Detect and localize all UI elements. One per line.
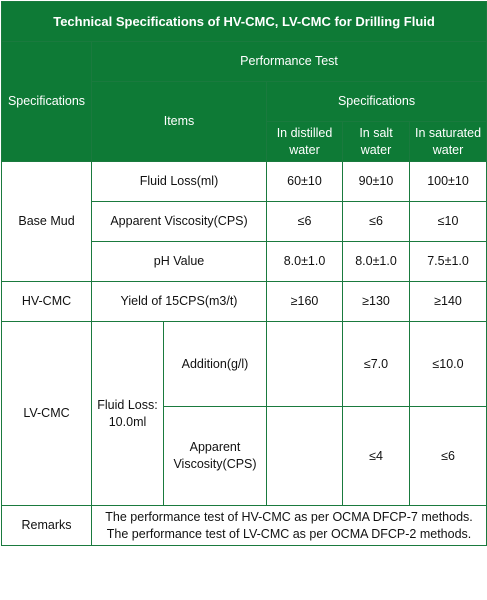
table-row: [2, 506, 487, 546]
table-row: [2, 322, 487, 407]
value-cell: ≥130: [343, 282, 410, 322]
item-cell: Apparent Viscosity(CPS): [164, 407, 267, 506]
table-row: [2, 162, 487, 202]
remarks-label: Remarks: [2, 506, 92, 546]
value-cell: 60±10: [267, 162, 343, 202]
col-salt-water: In salt water: [343, 122, 410, 162]
header-row-1: [2, 42, 487, 82]
remarks-text: The performance test of HV-CMC as per OCMA DFCP-7 methods. The performance test of LV-CMC as per OCMA DFCP-2 methods.: [92, 506, 487, 546]
value-cell: [267, 322, 343, 407]
specifications-header: Specifications: [2, 42, 92, 162]
spec-sub-header: Specifications: [267, 82, 487, 122]
value-cell: ≤6: [410, 407, 487, 506]
value-cell: ≤6: [343, 202, 410, 242]
value-cell: 100±10: [410, 162, 487, 202]
value-cell: ≤10: [410, 202, 487, 242]
value-cell: ≤6: [267, 202, 343, 242]
item-cell: Addition(g/l): [164, 322, 267, 407]
title-row: [2, 2, 487, 42]
value-cell: 7.5±1.0: [410, 242, 487, 282]
value-cell: ≥160: [267, 282, 343, 322]
value-cell: ≤4: [343, 407, 410, 506]
value-cell: [267, 407, 343, 506]
value-cell: 90±10: [343, 162, 410, 202]
item-cell: Fluid Loss(ml): [92, 162, 267, 202]
col-distilled-water: In distilled water: [267, 122, 343, 162]
table-row: [2, 282, 487, 322]
value-cell: 8.0±1.0: [343, 242, 410, 282]
item-cell: pH Value: [92, 242, 267, 282]
col-saturated-water: In saturated water: [410, 122, 487, 162]
value-cell: 8.0±1.0: [267, 242, 343, 282]
value-cell: ≤7.0: [343, 322, 410, 407]
performance-test-header: Performance Test: [92, 42, 487, 82]
table-title: Technical Specifications of HV-CMC, LV-CMC for Drilling Fluid: [2, 2, 487, 42]
value-cell: ≤10.0: [410, 322, 487, 407]
base-mud-label: Base Mud: [2, 162, 92, 282]
item-cell: Yield of 15CPS(m3/t): [92, 282, 267, 322]
spec-table: [1, 1, 487, 546]
fluid-loss-label: Fluid Loss: 10.0ml: [92, 322, 164, 506]
lv-cmc-label: LV-CMC: [2, 322, 92, 506]
item-cell: Apparent Viscosity(CPS): [92, 202, 267, 242]
items-header: Items: [92, 82, 267, 162]
hv-cmc-label: HV-CMC: [2, 282, 92, 322]
value-cell: ≥140: [410, 282, 487, 322]
